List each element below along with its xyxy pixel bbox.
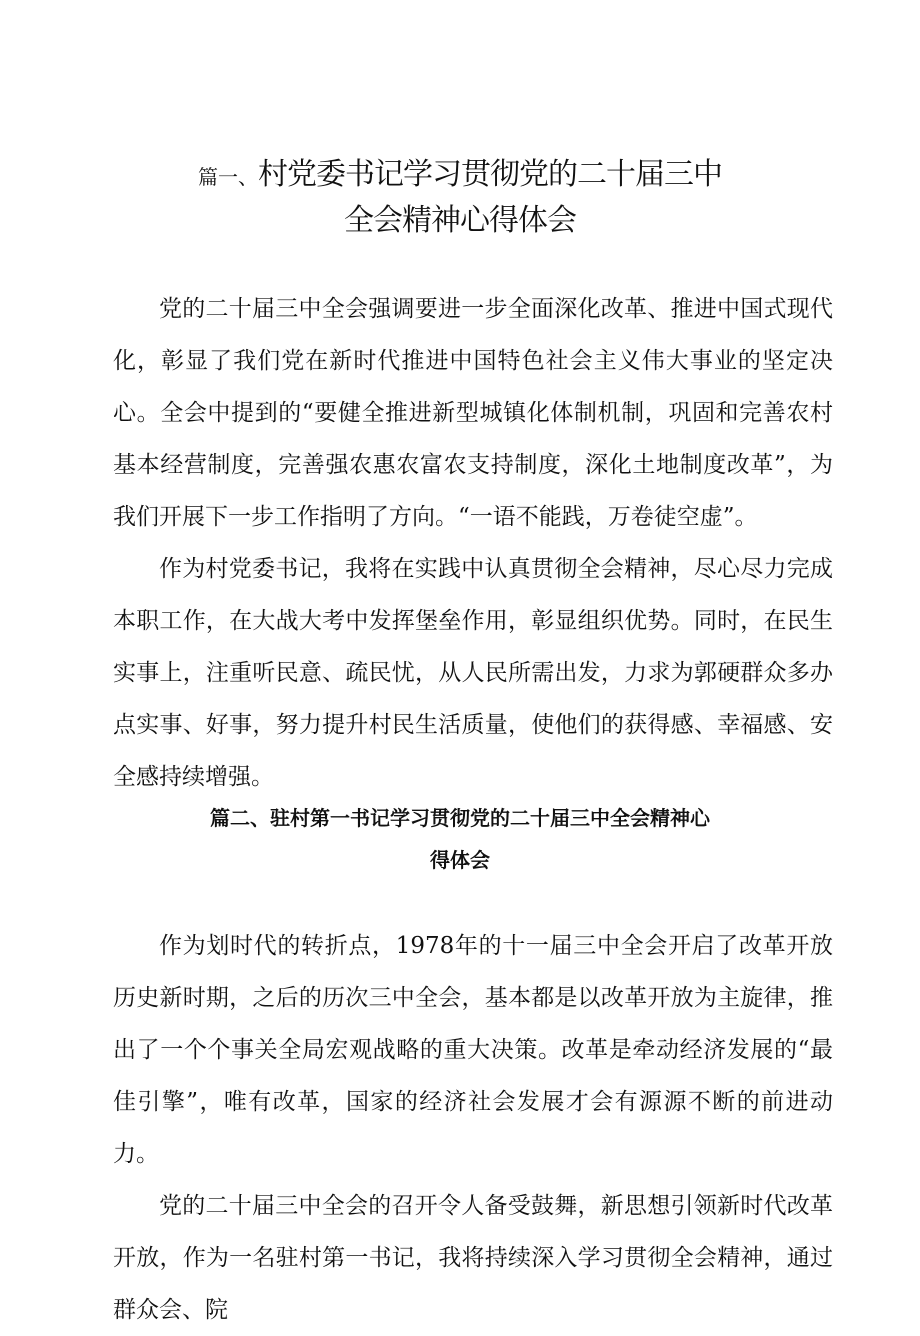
- section1-title-line2: 全会精神心得体会: [344, 203, 576, 238]
- section1-title: [0, 153, 920, 243]
- section1-title-prefix: 篇一、: [198, 165, 258, 189]
- section2-paragraph-1: 作为划时代的转折点，1978年的十一届三中全会开启了改革开放历史新时期，之后的历次三中全会，基本都是以改革开放为主旋律，推出了一个个事关全局宏观战略的重大决策。改革是牵动经济发展的“最佳引擎”，唯有改革，国家的经济社会发展才会有源源不断的前进动力。: [113, 933, 833, 1167]
- section2-title: [0, 797, 920, 881]
- section1-paragraph-2: 作为村党委书记，我将在实践中认真贯彻全会精神，尽心尽力完成本职工作，在大战大考中发挥堡垒作用，彰显组织优势。同时，在民生实事上，注重听民意、疏民忧，从人民所需出发，力求为郭硬群众多办点实事、好事，努力提升村民生活质量，使他们的获得感、幸福感、安全感持续增强。: [113, 556, 833, 790]
- section2-body: [113, 920, 833, 1336]
- section1-title-text: 村党委书记学习贯彻党的二十届三中: [258, 157, 722, 192]
- section1-body: [113, 283, 833, 803]
- section1-paragraph-1: 党的二十届三中全会强调要进一步全面深化改革、推进中国式现代化，彰显了我们党在新时代推进中国特色社会主义伟大事业的坚定决心。全会中提到的“要健全推进新型城镇化体制机制，巩固和完善农村基本经营制度，完善强农惠农富农支持制度，深化土地制度改革”，为我们开展下一步工作指明了方向。“一语不能践，万卷徒空虚”。: [113, 296, 833, 530]
- section2-title-line2: 得体会: [430, 848, 490, 872]
- section2-paragraph-2: 党的二十届三中全会的召开令人备受鼓舞，新思想引领新时代改革开放，作为一名驻村第一书记，我将持续深入学习贯彻全会精神，通过群众会、院: [113, 1193, 833, 1323]
- section2-title-line1: 篇二、驻村第一书记学习贯彻党的二十届三中全会精神心: [210, 806, 710, 830]
- section1-title-line1: [0, 153, 920, 199]
